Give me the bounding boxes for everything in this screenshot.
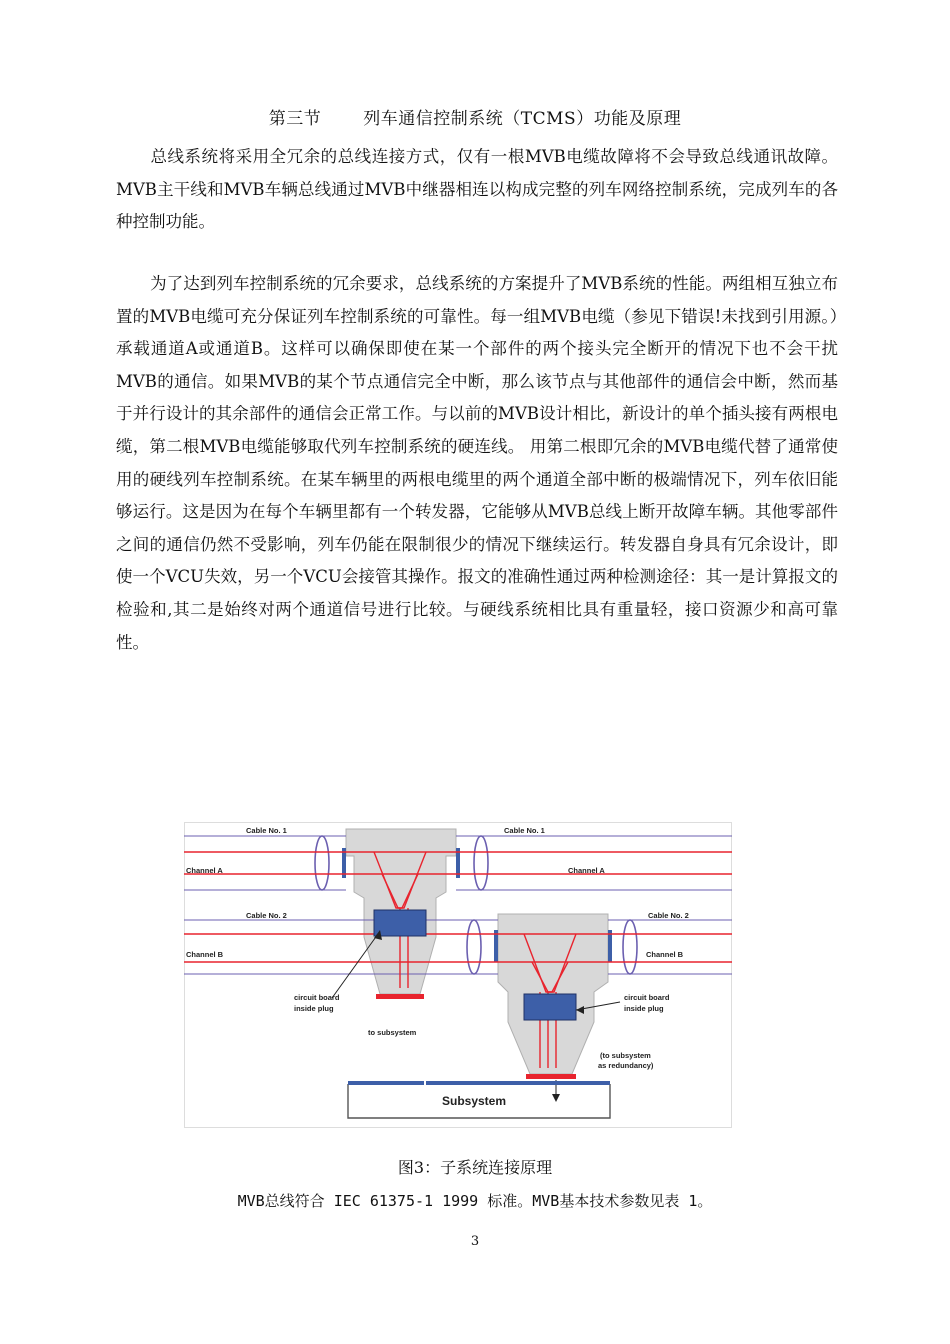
label-to-subsystem: to subsystem bbox=[368, 1028, 417, 1037]
label-circuit-right-2: inside plug bbox=[624, 1004, 664, 1013]
label-channelB-left: Channel B bbox=[186, 950, 224, 959]
label-redundancy-2: as redundancy) bbox=[598, 1061, 654, 1070]
paragraph-1 bbox=[116, 141, 838, 239]
label-cable1-left: Cable No. 1 bbox=[246, 826, 287, 835]
section-title: 列车通信控制系统（TCMS）功能及原理 bbox=[363, 109, 682, 129]
label-cable2-right: Cable No. 2 bbox=[648, 911, 689, 920]
section-number: 第三节 bbox=[268, 109, 322, 129]
label-channelB-right: Channel B bbox=[646, 950, 684, 959]
section-heading bbox=[0, 104, 950, 129]
page-number: 3 bbox=[470, 1234, 480, 1249]
paragraph-2-text: 为了达到列车控制系统的冗余要求，总线系统的方案提升了MVB系统的性能。两组相互独立布置的MVB电缆可充分保证列车控制系统的可靠性。每一组MVB电缆（参见下错误!未找到引用源。）承载通道A或通道B。这样可以确保即使在某一个部件的两个接头完全断开的情况下也不会干扰MVB的通信。如果MVB的某个节点通信完全中断，那么该节点与其他部件的通信会中断，然而基于并行设计的其余部件的通信会正常工作。与以前的MVB设计相比，新设计的单个插头接有两根电缆，第二根MVB电缆能够取代列车控制系统的硬连线。 用第二根即冗余的MVB电缆代替了通常使用的硬线列车控制系统。在某车辆里的两根电缆里的两个通道全部中断的极端情况下，列车依旧能够运行。这是因为在每个车辆里都有一个转发器，它能够从MVB总线上断开故障车辆。其他零部件之间的通信仍然不受影响，列车仍能在限制很少的情况下继续运行。转发器自身具有冗余设计，即使一个VCU失效，另一个VCU会接管其操作。报文的准确性通过两种检测途径：其一是计算报文的检验和,其二是始终对两个通道信号进行比较。与硬线系统相比具有重量轻，接口资源少和高可靠性。 bbox=[116, 274, 838, 652]
label-subsystem: Subsystem bbox=[442, 1094, 507, 1108]
subsystem-top-right bbox=[426, 1081, 610, 1085]
label-channelA-left: Channel A bbox=[186, 866, 223, 875]
paragraph-2 bbox=[116, 268, 838, 659]
standard-note: MVB总线符合 IEC 61375-1 1999 标准。MVB基本技术参数见表 1。 bbox=[237, 1192, 713, 1210]
left-circuit-board bbox=[374, 910, 426, 936]
subsystem-top-left bbox=[348, 1081, 424, 1085]
label-cable2-left: Cable No. 2 bbox=[246, 911, 287, 920]
label-circuit-left-2: inside plug bbox=[294, 1004, 334, 1013]
right-circuit-board bbox=[524, 994, 576, 1020]
label-circuit-left-1: circuit board bbox=[294, 993, 340, 1002]
right-plug-flange-left bbox=[494, 930, 498, 962]
label-redundancy-1: (to subsystem bbox=[600, 1051, 651, 1060]
label-circuit-right-1: circuit board bbox=[624, 993, 670, 1002]
figure-caption: 图3：子系统连接原理 bbox=[397, 1158, 553, 1177]
paragraph-1-text: 总线系统将采用全冗余的总线连接方式，仅有一根MVB电缆故障将不会导致总线通讯故障。MVB主干线和MVB车辆总线通过MVB中继器相连以构成完整的列车网络控制系统，完成列车的各种控制功能。 bbox=[116, 147, 838, 232]
left-plug-output-bar bbox=[376, 994, 424, 999]
label-channelA-right: Channel A bbox=[568, 866, 605, 875]
subsystem-connection-figure bbox=[184, 822, 732, 1128]
label-cable1-right: Cable No. 1 bbox=[504, 826, 545, 835]
right-plug-output-bar bbox=[526, 1074, 576, 1079]
figure-diagram bbox=[184, 822, 732, 1128]
right-plug-flange-right bbox=[608, 930, 612, 962]
